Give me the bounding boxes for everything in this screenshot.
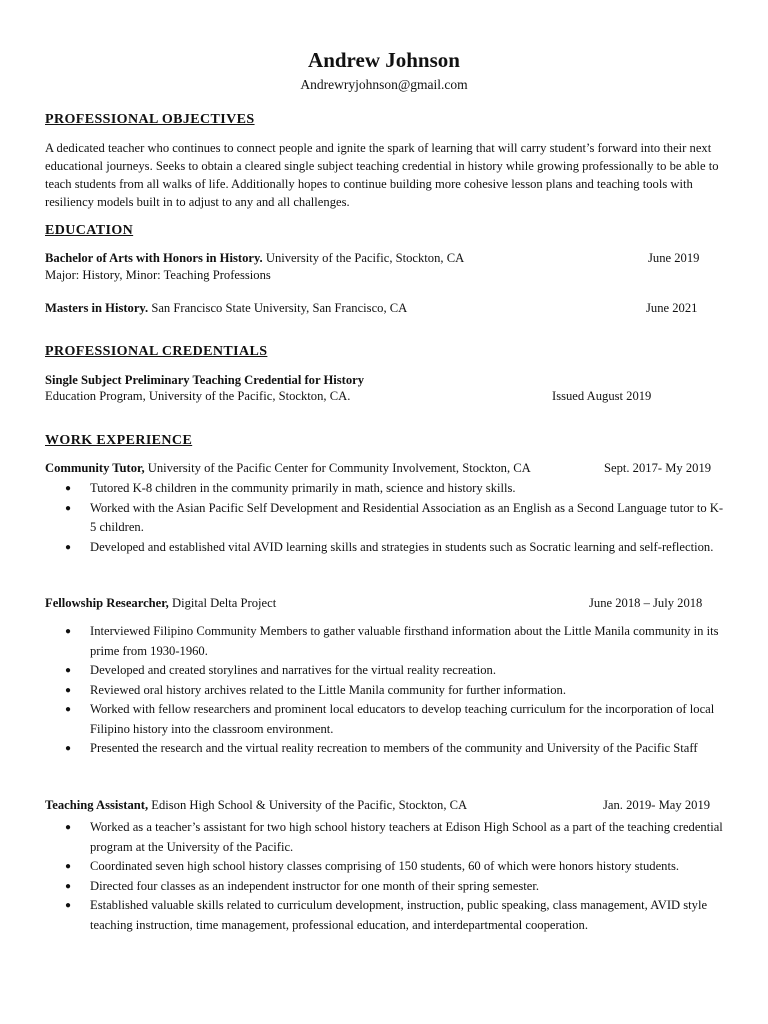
- job-bullet-list: [45, 479, 725, 557]
- education-entry-bachelor: [45, 249, 464, 267]
- list-item: ● Presented the research and the virtual reality recreation to members of the community and University of the Pacific Staff: [45, 739, 725, 759]
- bullet-icon: ●: [65, 861, 72, 872]
- list-item: ● Interviewed Filipino Community Members to gather valuable firsthand information about the Little Manila community in its prime from 1930-1960.: [65, 624, 719, 658]
- bullet-icon: ●: [65, 541, 72, 553]
- degree-detail: Major: History, Minor: Teaching Professions: [45, 268, 271, 282]
- bullet-icon: ●: [65, 822, 72, 833]
- job-dates: Jan. 2019- May 2019: [603, 798, 711, 812]
- list-item: ● Worked with fellow researchers and prominent local educators to develop teaching curriculum for the incorporation of local Filipino history into the classroom environment.: [65, 702, 715, 736]
- bullet-icon: ●: [65, 704, 72, 715]
- degree-date: June 2021: [646, 301, 698, 315]
- education-entry-masters: [45, 299, 407, 317]
- objectives-paragraph: A dedicated teacher who continues to connect people and ignite the spark of learning that will carry student’s forward into their next educational journeys. Seeks to obtain a cleared single subject teaching credential in history while growing professionally to be able to teach students from all walks of life. Additionally hopes to continue building more cohesive lesson plans and teaching tools with resiliency models built in to adjust to any and all challenges.: [45, 141, 719, 209]
- job-organization: University of the Pacific Center for Community Involvement, Stockton, CA: [144, 461, 531, 475]
- bullet-icon: ●: [65, 880, 72, 892]
- section-heading-objectives: PROFESSIONAL OBJECTIVES: [45, 112, 255, 127]
- candidate-name: Andrew Johnson: [308, 48, 460, 72]
- job-title: Teaching Assistant,: [45, 798, 149, 812]
- job-title: Fellowship Researcher,: [45, 596, 169, 610]
- job-organization: Digital Delta Project: [168, 596, 277, 610]
- bullet-icon: ●: [65, 502, 72, 514]
- degree-title: Masters in History.: [45, 301, 149, 315]
- section-heading-work-experience: WORK EXPERIENCE: [45, 433, 193, 448]
- section-heading-credentials: PROFESSIONAL CREDENTIALS: [45, 344, 268, 359]
- job-title: Community Tutor,: [45, 461, 145, 475]
- bullet-icon: ●: [65, 684, 72, 696]
- degree-date: June 2019: [648, 251, 700, 265]
- job-organization: Edison High School & University of the Pacific, Stockton, CA: [148, 798, 468, 812]
- list-item: ● Coordinated seven high school history classes comprising of 150 students, 60 of which were honors history students.: [45, 857, 725, 877]
- bullet-icon: ●: [65, 626, 72, 637]
- list-item: ● Reviewed oral history archives related to the Little Manila community for further information.: [45, 681, 725, 701]
- bullet-icon: ●: [65, 483, 72, 494]
- job-fellowship-researcher: [45, 594, 276, 612]
- list-item: ● Tutored K-8 children in the community primarily in math, science and history skills.: [45, 479, 725, 499]
- list-item: ● Established valuable skills related to curriculum development, instruction, public speaking, class management, AVID style teaching instruction, time management, professional education, and interdepartmental cooperation.: [65, 898, 708, 932]
- candidate-email: Andrewryjohnson@gmail.com: [300, 77, 468, 92]
- credential-issued-date: Issued August 2019: [552, 389, 652, 403]
- section-heading-education: EDUCATION: [45, 223, 134, 238]
- job-community-tutor: [45, 459, 531, 477]
- bullet-icon: ●: [65, 900, 72, 911]
- degree-school: San Francisco State University, San Francisco, CA: [148, 301, 408, 315]
- list-item: ● Developed and created storylines and narratives for the virtual reality recreation.: [45, 661, 725, 681]
- job-bullet-list: [45, 818, 725, 935]
- job-dates: June 2018 – July 2018: [589, 596, 703, 610]
- job-bullet-list: [45, 622, 725, 759]
- degree-title: Bachelor of Arts with Honors in History.: [45, 251, 263, 265]
- list-item: ● Directed four classes as an independent instructor for one month of their spring semester.: [45, 877, 725, 897]
- list-item: ● Developed and established vital AVID learning skills and strategies in students such as Socratic learning and self-reflection.: [45, 538, 725, 558]
- bullet-icon: ●: [65, 665, 72, 676]
- degree-school: University of the Pacific, Stockton, CA: [262, 251, 465, 265]
- list-item: ● Worked with the Asian Pacific Self Development and Residential Association as an English as a Second Language tutor to K-5 children.: [65, 500, 724, 534]
- bullet-icon: ●: [65, 743, 72, 754]
- job-teaching-assistant: [45, 796, 467, 814]
- job-dates: Sept. 2017- My 2019: [604, 461, 712, 475]
- credential-title: Single Subject Preliminary Teaching Credential for History: [45, 373, 365, 387]
- credential-program: Education Program, University of the Pacific, Stockton, CA.: [45, 389, 351, 403]
- list-item: ● Worked as a teacher’s assistant for two high school history teachers at Edison High School as a part of the teaching credential program at the University of the Pacific.: [65, 820, 723, 854]
